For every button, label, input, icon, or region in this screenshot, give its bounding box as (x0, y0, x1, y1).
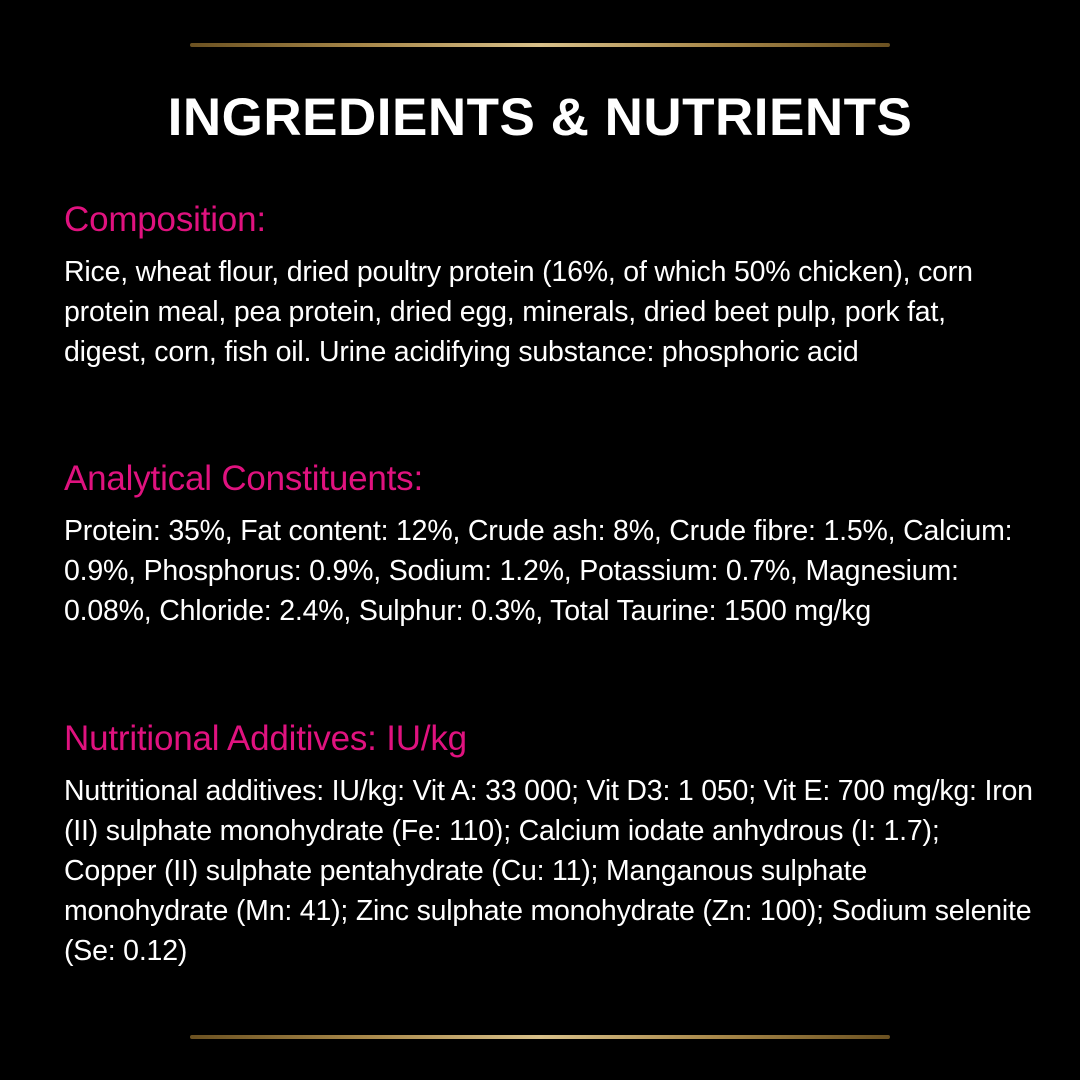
page-title: INGREDIENTS & NUTRIENTS (167, 88, 913, 147)
composition-heading: Composition: (64, 200, 266, 239)
composition-section (64, 198, 1034, 372)
analytical-constituents-section (64, 457, 1034, 631)
analytical-constituents-heading: Analytical Constituents: (64, 459, 423, 498)
composition-text: Rice, wheat flour, dried poultry protein (16%, of which 50% chicken), corn protein meal, pea protein, dried egg, minerals, dried beet pulp, pork fat, digest, corn, fish oil. Urine acidifying substance: phosphoric acid (64, 256, 973, 368)
nutritional-additives-heading: Nutritional Additives: IU/kg (64, 719, 467, 758)
nutritional-additives-section (64, 717, 1034, 971)
analytical-constituents-text: Protein: 35%, Fat content: 12%, Crude ash: 8%, Crude fibre: 1.5%, Calcium: 0.9%, Phosphorus: 0.9%, Sodium: 1.2%, Potassium: 0.7%, Magnesium: 0.08%, Chloride: 2.4%, Sulphur: 0.3%, Total Taurine: 1500 mg/kg (64, 515, 1013, 627)
top-gold-divider (190, 43, 890, 47)
nutritional-additives-text: Nuttritional additives: IU/kg: Vit A: 33 000; Vit D3: 1 050; Vit E: 700 mg/kg: Iron (II) sulphate monohydrate (Fe: 110); Calcium iodate anhydrous (I: 1.7); Copper (II) sulphate pentahydrate (Cu: 11); Manganous sulphate monohydrate (Mn: 41); Zinc sulphate monohydrate (Zn: 100); Sodium selenite (Se: 0.12) (64, 775, 1033, 967)
bottom-gold-divider (190, 1035, 890, 1039)
